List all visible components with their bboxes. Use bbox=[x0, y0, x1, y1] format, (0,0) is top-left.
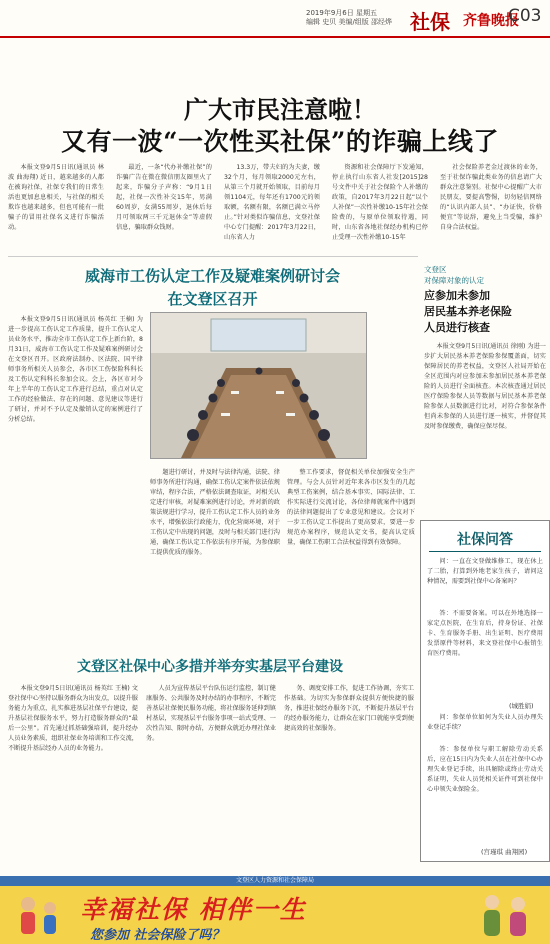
qa-question-1: 问：一直在文登做维修工，现在休上了二胎，打算到外地老家生孩子，请问这种情况，需要到社保中心备案吗？ bbox=[427, 558, 543, 585]
page-header bbox=[0, 0, 550, 40]
article2-headline-2: 在文登区召开 bbox=[167, 290, 258, 308]
qa-answer-2: 答：参保单位与职工解除劳动关系后，应在15日内为失业人员在社保中心办理失业登记手续，出具解除或终止劳动关系证明，失业人员凭相关证件可到社保中心申领失业保险金。 bbox=[427, 746, 543, 793]
issue-date: 2019年9月6日 星期五 bbox=[306, 9, 377, 17]
elderly-couple-icon bbox=[470, 888, 540, 942]
qa-title: 社保问答 bbox=[457, 532, 513, 548]
sidebar-deck-2: 居民基本养老保险 bbox=[424, 305, 512, 318]
sidebar-kicker: 文登区 bbox=[424, 265, 447, 274]
editor-credits: 编辑 史贝 美编/组版 邵经烨 bbox=[306, 18, 393, 26]
article1-col4: 资源和社会保障厅下发通知，停止执行山东省人社发[2015]28号文件中关于社会保险个人补缴的政策，自2017年3月22日起“以个人补保”一次性补缴10-15年社会保险费的，与原单位领取待遇，同时，山东省各地社保经办机构已停止受理一次性补缴10-15年 bbox=[332, 164, 428, 241]
issue-meta bbox=[306, 9, 392, 27]
sidebar-body: 本报文登9月5日讯(通讯员 徐刚) 为进一步扩大居民基本养老保险参保覆盖面，切实保障居民的养老权益，文登区人社局开始在全区范围内对应参加未参加居民基本养老保险的人员进行全面核查。本次核查通过居民医疗保险参保人员等数据与居民基本养老保险参保人员数据进行比对，对符合参保条件但尚未参保的人员进行逐一核实，并督促其及时参保缴费，确保应保尽保。 bbox=[424, 343, 546, 430]
qa-answer-1: 答：不需要备案。可以在外地选择一家定点医院，在生育后，持身份证、社保卡、生育服务手册、出生证明、医疗费用发票原件等材料，来文登社保中心报销生育医疗费用。 bbox=[427, 610, 543, 657]
newspaper-logo: 齐鲁晚报 bbox=[463, 13, 519, 29]
qa-question-2: 问：参保单位如何为失业人员办理失业登记手续？ bbox=[427, 714, 543, 731]
article2-headline-1: 威海市工伤认定工作及疑难案例研讨会 bbox=[84, 267, 340, 285]
ad-banner-sponsor: 文登区人力资源和社会保障局 bbox=[0, 876, 550, 886]
meeting-photo bbox=[150, 312, 367, 459]
sidebar-news bbox=[420, 258, 548, 513]
article1-col5: 社会保险养老金过渡休的业务，至于社保诈骗此类业务的信息请广大群众注意鉴别。社保中心提醒广大市民朋友，要提高警惕，切勿轻信网络的“认识内部人员”、“办证快，价格便宜”等说辞，避免上当受骗，维护自身合法权益。 bbox=[440, 164, 542, 231]
sidebar-deck-3: 人员进行核查 bbox=[424, 321, 490, 334]
article3-col2: 人员为宣传基层平台队伍运行监控，制订健康服务、公共服务及时办结的办事程序，不断完善基层社保便民服务功能，将社保服务延伸到镇村基层，实现基层平台服务事项一站式受理、一次性告知、限时办结，方便群众就近办理社保业务。 bbox=[146, 685, 276, 742]
article3-col3: 务、调度安排工作，促进工作协调，夯实工作基础。为切实为参保群众提供方便快捷的服务，推进社保经办服务下沉，不断提升基层平台的经办服务能力，让群众在家门口就能享受到便捷高效的社保服务。 bbox=[284, 685, 414, 732]
section-title: 社保 bbox=[410, 10, 450, 34]
ad-banner-slogan: 幸福社保 相伴一生 bbox=[80, 895, 307, 924]
article3-headline: 文登区社保中心多措并举夯实基层平台建设 bbox=[77, 659, 343, 675]
sidebar-subkicker: 对保障对象的认定 bbox=[424, 276, 484, 285]
qa-byline-1: (城胜娟) bbox=[509, 702, 534, 710]
ad-banner-subslogan: 您参加 社会保险了吗？ bbox=[90, 928, 225, 943]
article2-col3: 整工作要求，督促相关单位加强安全生产管理。与会人员针对近年来各市区发生的几起典型工伤案例，结合基本事实、国际法律、工作实际进行交流讨论，各位律师就案件中遇到的法律问题提出了专业意见和建议。会议对下一步工伤认定工作提出了更高要求，要进一步规范办案程序，规范认定文书，提高认定质量，确保工伤职工合法权益得到有效保障。 bbox=[287, 469, 415, 546]
article2-col1: 本报文登9月5日讯(通讯员 杨英红 王楠) 为进一步提高工伤认定工作质量，提升工伤认定人员业务水平，推动全市工伤认定工作上新台阶，8月31日，威海市工伤认定工作及疑难案例研讨会在文登区召开。区政府法制办、区法院、国平律师事务所相关人员参会，各市区工伤保险科科长及工伤认定科科长参加会议。会上，各区市对今年上半年的工伤认定工作进行总结，重点对认定工作的经验做法、存在的问题、意见建议等进行了研讨，并对不予认定及撤销认定的案例进行了分析总结。 bbox=[8, 316, 143, 423]
article2-col2: 题进行研讨，并及时与法律沟通，法院、律师事务所进行沟通，确保工伤认定案件依法依规审结，程序合法，严格依法调查取证，对相关认定进行审核，对疑难案例进行讨论，并对新的政策法规进行学习，提升工伤认定工作人员的业务水平，增强依法行政能力，优化营商环境，对于工伤认定中出现的问题，及时与相关部门进行沟通，确保工伤认定工作依法有序开展，为参保职工提供优质的服务。 bbox=[150, 469, 280, 556]
ad-banner bbox=[0, 876, 550, 944]
sidebar-deck-1: 应参加未参加 bbox=[424, 289, 490, 302]
qa-box bbox=[420, 520, 550, 862]
header-divider bbox=[0, 36, 550, 38]
article3-col1: 本报文登9月5日讯(通讯员 杨英红 王楠) 文登社保中心坚持以服务群众为出发点，以提升服务能力为重点，扎实推进基层社保平台建设，提升基层社保服务水平，努力打造服务群众的“最后一公里”。首先通过抓基础强培训，提升经办人员业务素质，组织社保业务培训和工作交流，不断提升基层经办人员的业务能力。 bbox=[8, 685, 138, 752]
qa-divider bbox=[429, 551, 541, 552]
article1-col2: 最近，一条“代办补缴社保”的诈骗广告在微在微信朋友圈里火了起来，诈骗分子声称：“9月1日起，社保一次性补交15年，男满60周岁，女满55周岁，退休后每月可领取两三千元退休金”等虚假信息，骗取群众钱财。 bbox=[116, 164, 212, 231]
article1-col3: 13.3万，带夫妇的为夫妻，缴32个月，每月领取2000元左右，从第三个月就开始领取，目前每月领1104元，每年还有1700元的领取额，名额有限，名额已满立马停止。”针对类似诈骗信息，文登社保中心专门提醒：2017年3月22日，山东省人力 bbox=[224, 164, 320, 241]
meeting-photo-illustration bbox=[151, 313, 366, 458]
divider bbox=[8, 256, 418, 257]
page-number: C03 bbox=[508, 6, 542, 26]
family-illustration-icon bbox=[10, 890, 70, 940]
qa-byline-2: (宫瑾琪 曲翔园) bbox=[481, 848, 528, 856]
article1-col1: 本报文登9月5日讯(通讯员 林波 曲海翔) 近日，越来越多的人都在被询社保，社保专我们的日常生活也更加息息相关，与社保的相关欺诈也越来越多，但也可能有一批骗子的冒用社保名义进行诈骗活动。 bbox=[8, 164, 104, 231]
article1-headline-1: 广大市民注意啦！ bbox=[184, 95, 376, 124]
article1-headline-2: 又有一波“一次性买社保”的诈骗上线了 bbox=[61, 127, 499, 156]
